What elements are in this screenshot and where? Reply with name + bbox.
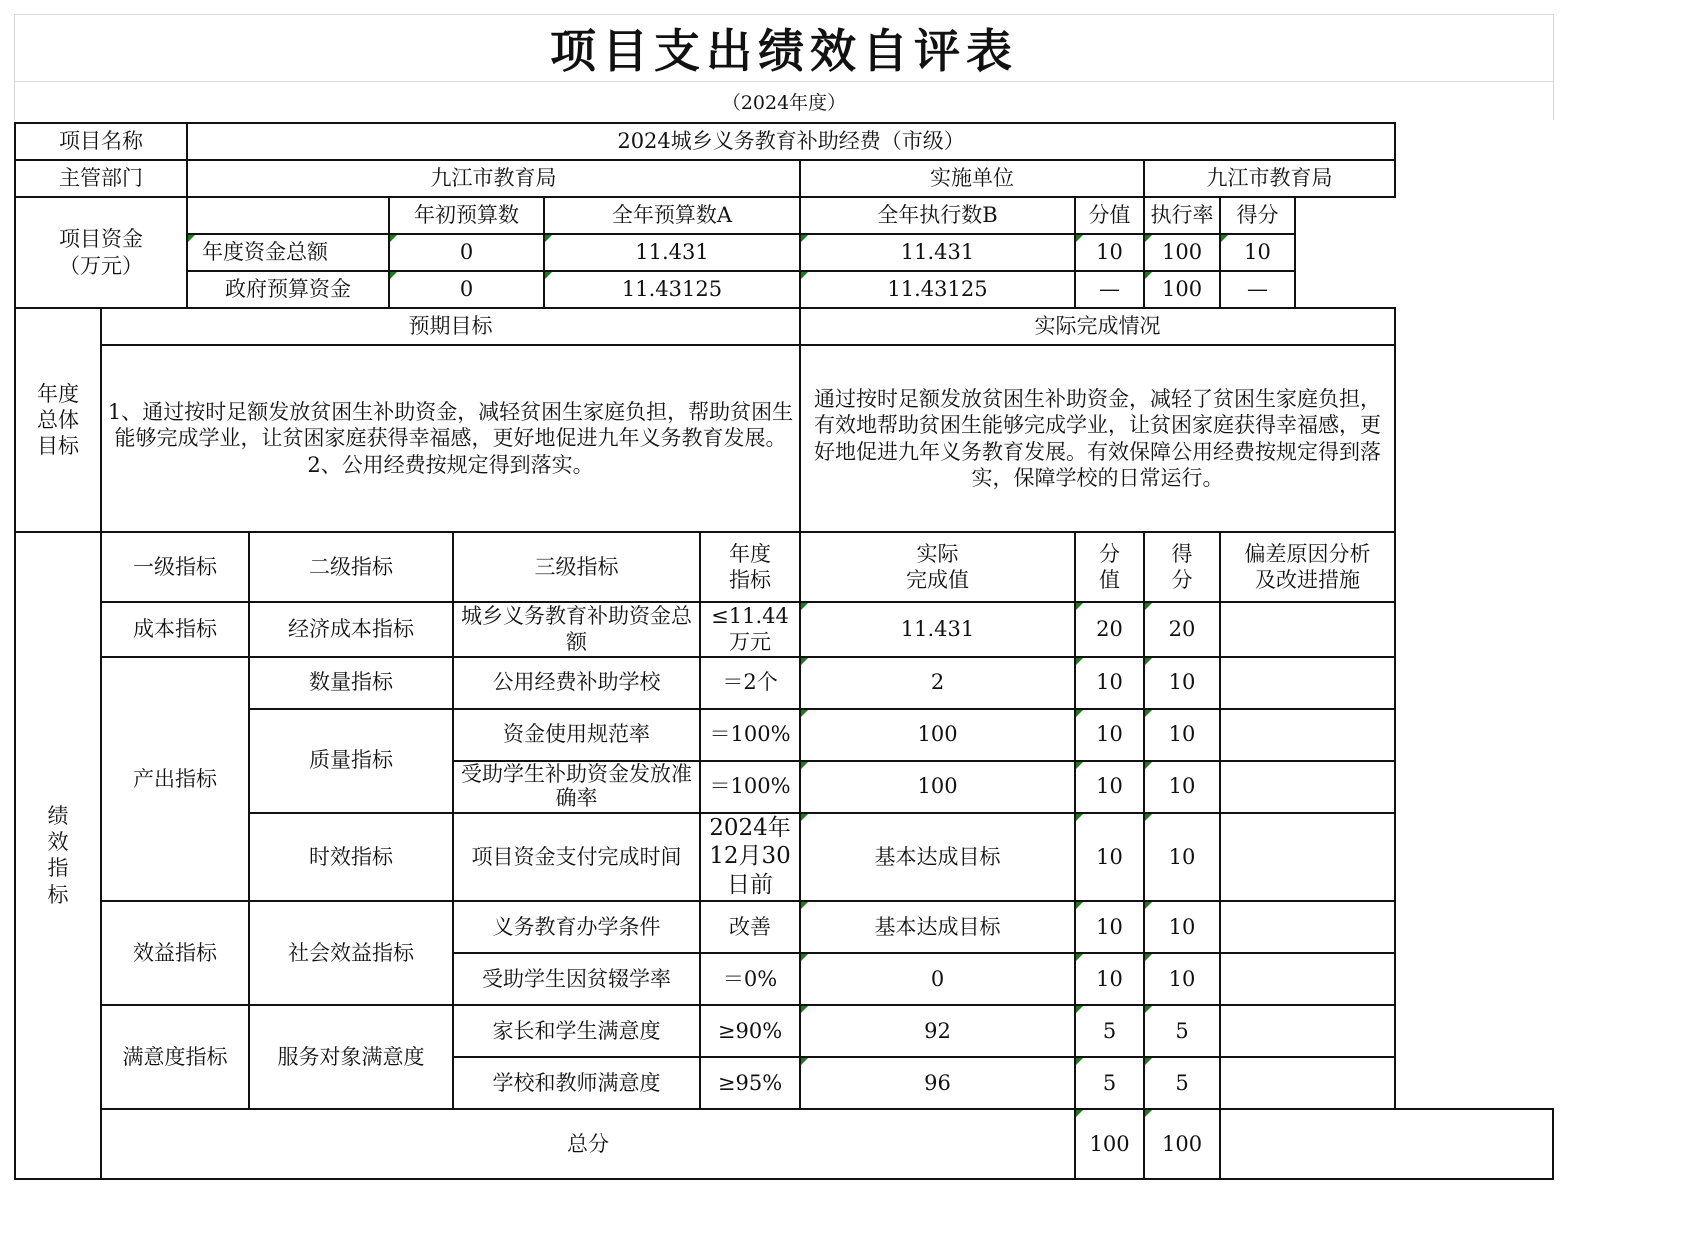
perf-score: 20 xyxy=(1144,602,1220,657)
funds-header-score: 得分 xyxy=(1220,197,1295,234)
group-cost: 成本指标 xyxy=(101,602,249,657)
perf-target: ≥95% xyxy=(700,1057,800,1109)
perf-weight: 10 xyxy=(1075,709,1144,761)
perf-header-analysis: 偏差原因分析 及改进措施 xyxy=(1220,532,1395,602)
funds-row-exec: 11.431 xyxy=(800,234,1075,271)
perf-l3: 学校和教师满意度 xyxy=(453,1057,700,1109)
perf-analysis xyxy=(1220,813,1395,901)
funds-row xyxy=(15,234,1553,271)
funds-header-annual: 全年预算数A xyxy=(544,197,800,234)
perf-score: 10 xyxy=(1144,953,1220,1005)
perf-actual: 96 xyxy=(800,1057,1075,1109)
goals-header-row xyxy=(15,308,1553,345)
perf-header-l1: 一级指标 xyxy=(101,532,249,602)
perf-actual: 2 xyxy=(800,657,1075,709)
perf-target: ≤11.44万元 xyxy=(700,602,800,657)
perf-l3: 义务教育办学条件 xyxy=(453,901,700,953)
project-name-label: 项目名称 xyxy=(15,123,187,160)
perf-weight: 10 xyxy=(1075,901,1144,953)
funds-row-rate: 100 xyxy=(1144,271,1220,308)
subgroup-quality: 质量指标 xyxy=(249,709,453,813)
perf-actual: 基本达成目标 xyxy=(800,901,1075,953)
funds-row-annual: 11.43125 xyxy=(544,271,800,308)
perf-analysis xyxy=(1220,901,1395,953)
perf-analysis xyxy=(1220,1005,1395,1057)
evaluation-sheet xyxy=(14,14,1554,1156)
funds-header-blank xyxy=(187,197,389,234)
total-score: 100 xyxy=(1144,1109,1220,1179)
funds-row-annual: 11.431 xyxy=(544,234,800,271)
perf-score: 5 xyxy=(1144,1005,1220,1057)
perf-header-target: 年度 指标 xyxy=(700,532,800,602)
funds-header-rate: 执行率 xyxy=(1144,197,1220,234)
perf-analysis xyxy=(1220,709,1395,761)
group-output: 产出指标 xyxy=(101,657,249,901)
funds-row-label: 年度资金总额 xyxy=(187,234,389,271)
perf-l3: 资金使用规范率 xyxy=(453,709,700,761)
perf-weight: 10 xyxy=(1075,953,1144,1005)
perf-analysis xyxy=(1220,1057,1395,1109)
funds-row-score: 10 xyxy=(1220,234,1295,271)
perf-actual: 基本达成目标 xyxy=(800,813,1075,901)
total-weight: 100 xyxy=(1075,1109,1144,1179)
perf-l3: 城乡义务教育补助资金总额 xyxy=(453,602,700,657)
perf-header-l3: 三级指标 xyxy=(453,532,700,602)
perf-header-score: 得 分 xyxy=(1144,532,1220,602)
goals-actual-header: 实际完成情况 xyxy=(800,308,1395,345)
perf-analysis xyxy=(1220,657,1395,709)
dept-label: 主管部门 xyxy=(15,160,187,197)
funds-row-score: — xyxy=(1220,271,1295,308)
perf-target: ＝0% xyxy=(700,953,800,1005)
funds-row xyxy=(15,271,1553,308)
perf-l3: 受助学生因贫辍学率 xyxy=(453,953,700,1005)
perf-score: 10 xyxy=(1144,657,1220,709)
subgroup-service: 服务对象满意度 xyxy=(249,1005,453,1109)
perf-target: ＝100% xyxy=(700,761,800,813)
funds-row-initial: 0 xyxy=(389,271,544,308)
subgroup-econ-cost: 经济成本指标 xyxy=(249,602,453,657)
perf-header-weight: 分 值 xyxy=(1075,532,1144,602)
perf-label: 绩 效 指 标 xyxy=(15,532,101,1179)
sheet-year: （2024年度） xyxy=(14,82,1554,120)
subgroup-social: 社会效益指标 xyxy=(249,901,453,1005)
dept-value: 九江市教育局 xyxy=(187,160,800,197)
perf-weight: 10 xyxy=(1075,761,1144,813)
group-satisfaction: 满意度指标 xyxy=(101,1005,249,1109)
funds-row-weight: — xyxy=(1075,271,1144,308)
funds-row-initial: 0 xyxy=(389,234,544,271)
perf-score: 10 xyxy=(1144,901,1220,953)
perf-l3: 项目资金支付完成时间 xyxy=(453,813,700,901)
perf-l3: 受助学生补助资金发放准确率 xyxy=(453,761,700,813)
perf-weight: 10 xyxy=(1075,657,1144,709)
funds-header-exec: 全年执行数B xyxy=(800,197,1075,234)
funds-row-rate: 100 xyxy=(1144,234,1220,271)
funds-row-label: 政府预算资金 xyxy=(187,271,389,308)
perf-score: 10 xyxy=(1144,813,1220,901)
perf-target: ＝100% xyxy=(700,709,800,761)
perf-weight: 20 xyxy=(1075,602,1144,657)
goals-body-row xyxy=(15,345,1553,532)
goals-expected-header: 预期目标 xyxy=(101,308,800,345)
impl-value: 九江市教育局 xyxy=(1144,160,1395,197)
perf-actual: 100 xyxy=(800,761,1075,813)
goals-label: 年度 总体 目标 xyxy=(15,308,101,532)
goals-expected-text: 1、通过按时足额发放贫困生补助资金，减轻贫困生家庭负担，帮助贫困生能够完成学业，让贫困家庭获得幸福感，更好地促进九年义务教育发展。2、公用经费按规定得到落实。 xyxy=(101,345,800,532)
total-blank xyxy=(1220,1109,1553,1179)
funds-row-exec: 11.43125 xyxy=(800,271,1075,308)
funds-header-weight: 分值 xyxy=(1075,197,1144,234)
perf-target: ≥90% xyxy=(700,1005,800,1057)
perf-target: 2024年12月30日前 xyxy=(700,813,800,901)
impl-label: 实施单位 xyxy=(800,160,1144,197)
perf-score: 10 xyxy=(1144,709,1220,761)
total-row xyxy=(15,1109,1553,1179)
subgroup-timeliness: 时效指标 xyxy=(249,813,453,901)
perf-actual: 11.431 xyxy=(800,602,1075,657)
perf-row xyxy=(15,1005,1553,1057)
sheet-title: 项目支出绩效自评表 xyxy=(14,14,1554,82)
perf-header-actual: 实际 完成值 xyxy=(800,532,1075,602)
perf-header-l2: 二级指标 xyxy=(249,532,453,602)
perf-row xyxy=(15,602,1553,657)
perf-actual: 100 xyxy=(800,709,1075,761)
perf-score: 10 xyxy=(1144,761,1220,813)
project-name-value: 2024城乡义务教育补助经费（市级） xyxy=(187,123,1395,160)
perf-row xyxy=(15,901,1553,953)
perf-analysis xyxy=(1220,602,1395,657)
perf-header-row xyxy=(15,532,1553,602)
perf-weight: 5 xyxy=(1075,1057,1144,1109)
perf-analysis xyxy=(1220,953,1395,1005)
funds-header-initial: 年初预算数 xyxy=(389,197,544,234)
perf-row xyxy=(15,657,1553,709)
perf-score: 5 xyxy=(1144,1057,1220,1109)
perf-weight: 10 xyxy=(1075,813,1144,901)
department-row xyxy=(15,160,1553,197)
funds-header-row xyxy=(15,197,1553,234)
perf-target: 改善 xyxy=(700,901,800,953)
funds-label: 项目资金 （万元） xyxy=(15,197,187,308)
perf-actual: 0 xyxy=(800,953,1075,1005)
perf-target: ＝2个 xyxy=(700,657,800,709)
perf-weight: 5 xyxy=(1075,1005,1144,1057)
total-label: 总分 xyxy=(101,1109,1075,1179)
funds-row-weight: 10 xyxy=(1075,234,1144,271)
perf-l3: 家长和学生满意度 xyxy=(453,1005,700,1057)
evaluation-table xyxy=(14,122,1554,1180)
perf-l3: 公用经费补助学校 xyxy=(453,657,700,709)
subgroup-quantity: 数量指标 xyxy=(249,657,453,709)
group-benefit: 效益指标 xyxy=(101,901,249,1005)
perf-analysis xyxy=(1220,761,1395,813)
project-name-row xyxy=(15,123,1553,160)
goals-actual-text: 通过按时足额发放贫困生补助资金，减轻了贫困生家庭负担，有效地帮助贫困生能够完成学业，让贫困家庭获得幸福感，更好地促进九年义务教育发展。有效保障公用经费按规定得到落实，保障学校的日常运行。 xyxy=(800,345,1395,532)
perf-actual: 92 xyxy=(800,1005,1075,1057)
